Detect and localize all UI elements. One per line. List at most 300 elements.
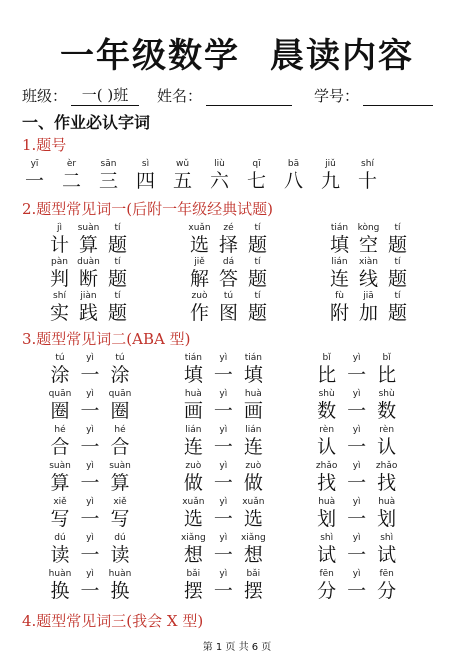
- name-field[interactable]: [206, 105, 292, 106]
- char-cell: [53, 158, 90, 192]
- pinyin: shí: [53, 291, 66, 301]
- pinyin: yì: [352, 497, 361, 507]
- subsection-1-label: 1.题号: [22, 136, 67, 154]
- pinyin: hé: [54, 425, 66, 435]
- hanzi: 摆: [183, 580, 203, 602]
- char-cell: [178, 568, 208, 604]
- hanzi: 连: [183, 436, 203, 458]
- hanzi: 算: [78, 234, 98, 256]
- hanzi: 线: [358, 268, 378, 290]
- word-item: [45, 460, 178, 496]
- hanzi: 一: [80, 508, 100, 530]
- char-cell: [342, 532, 372, 568]
- word-item: [178, 568, 311, 604]
- hanzi: 作: [189, 302, 209, 324]
- word-row: [45, 222, 445, 256]
- char-cell: [238, 568, 268, 604]
- char-cell: [243, 256, 272, 290]
- class-field[interactable]: [71, 84, 139, 106]
- word-item: [312, 352, 445, 388]
- hanzi: 读: [50, 544, 70, 566]
- pinyin: rèn: [379, 425, 395, 435]
- pinyin: yì: [86, 461, 94, 471]
- char-cell: [185, 256, 214, 290]
- hanzi: 题: [387, 268, 407, 290]
- hanzi: 一: [80, 400, 100, 422]
- hanzi: 合: [50, 436, 70, 458]
- pinyin: yì: [352, 533, 361, 543]
- hanzi: 二: [61, 170, 81, 192]
- char-cell: [45, 496, 75, 532]
- pinyin: yì: [219, 569, 228, 579]
- word-item: [312, 496, 445, 532]
- char-cell: [342, 388, 372, 424]
- char-cell: [208, 532, 238, 568]
- pinyin: dá: [222, 257, 235, 267]
- pinyin: qī: [252, 159, 261, 169]
- char-cell: [75, 352, 105, 388]
- pinyin: tián: [330, 223, 349, 233]
- pinyin: quān: [48, 389, 72, 399]
- hanzi: 一: [347, 436, 367, 458]
- hanzi: 划: [317, 508, 337, 530]
- pinyin: duàn: [77, 257, 100, 267]
- char-cell: [105, 352, 135, 388]
- pinyin: zuò: [191, 291, 208, 301]
- char-cell: [178, 460, 208, 496]
- section-heading: 一、作业必认字词: [22, 113, 151, 132]
- word-item: [178, 352, 311, 388]
- hanzi: 附: [329, 302, 349, 324]
- char-cell: [178, 424, 208, 460]
- hanzi: 涂: [110, 364, 130, 386]
- pinyin: lián: [331, 257, 348, 267]
- title-part1: 一年级数学: [60, 36, 240, 76]
- pinyin: tián: [184, 353, 202, 363]
- pinyin: bā: [287, 159, 300, 169]
- word-item: [45, 256, 185, 290]
- word-row: [45, 424, 445, 460]
- hanzi: 判: [49, 268, 69, 290]
- pinyin: shù: [318, 389, 335, 399]
- char-cell: [383, 290, 412, 324]
- char-cell: [45, 568, 75, 604]
- char-cell: [45, 222, 74, 256]
- char-cell: [208, 388, 238, 424]
- hanzi: 做: [243, 472, 263, 494]
- word-item: [45, 568, 178, 604]
- char-cell: [342, 352, 372, 388]
- hanzi: 一: [347, 472, 367, 494]
- pinyin: xiǎng: [240, 533, 266, 543]
- pinyin: xiě: [113, 497, 127, 507]
- hanzi: 合: [110, 436, 130, 458]
- char-cell: [105, 532, 135, 568]
- char-cell: [349, 158, 386, 192]
- pinyin: xuǎn: [242, 497, 265, 507]
- hanzi: 划: [377, 508, 397, 530]
- subsection-2-label: 2.题型常见词一(后附一年级经典试题): [22, 200, 274, 218]
- word-item: [45, 424, 178, 460]
- char-cell: [354, 256, 383, 290]
- hanzi: 实: [49, 302, 69, 324]
- char-cell: [208, 460, 238, 496]
- hanzi: 选: [189, 234, 209, 256]
- pinyin: wǔ: [175, 159, 190, 169]
- pinyin: yì: [219, 497, 228, 507]
- char-cell: [45, 290, 74, 324]
- char-cell: [105, 460, 135, 496]
- hanzi: 圈: [50, 400, 70, 422]
- pinyin: èr: [66, 159, 77, 169]
- pinyin: yì: [352, 425, 361, 435]
- pinyin: yì: [86, 533, 94, 543]
- pinyin: pàn: [51, 257, 68, 267]
- pinyin: yì: [219, 425, 228, 435]
- char-cell: [312, 158, 349, 192]
- char-cell: [103, 290, 132, 324]
- char-cell: [45, 460, 75, 496]
- page-title: [0, 28, 474, 77]
- hanzi: 选: [243, 508, 263, 530]
- hanzi: 填: [243, 364, 263, 386]
- char-cell: [75, 460, 105, 496]
- word-item: [312, 460, 445, 496]
- char-cell: [372, 424, 402, 460]
- word-item: [178, 424, 311, 460]
- pinyin: zuò: [245, 461, 262, 471]
- char-cell: [243, 290, 272, 324]
- hanzi: 一: [213, 580, 233, 602]
- word-item: [178, 460, 311, 496]
- student-info-line: [22, 84, 437, 106]
- char-cell: [214, 256, 243, 290]
- pinyin: yì: [219, 389, 228, 399]
- pinyin: suàn: [49, 461, 71, 471]
- pinyin: bǐ: [322, 353, 331, 363]
- pinyin: shí: [361, 159, 374, 169]
- hanzi: 画: [183, 400, 203, 422]
- hanzi: 填: [329, 234, 349, 256]
- pinyin: jiàn: [80, 291, 97, 301]
- char-cell: [178, 532, 208, 568]
- word-row: [45, 460, 445, 496]
- pinyin: bǐ: [382, 353, 391, 363]
- pinyin: jì: [56, 223, 62, 233]
- pinyin: yì: [219, 461, 228, 471]
- char-cell: [105, 496, 135, 532]
- hanzi: 写: [50, 508, 70, 530]
- pinyin: fù: [335, 291, 344, 301]
- pinyin: tí: [114, 291, 121, 301]
- hanzi: 一: [347, 400, 367, 422]
- pinyin: tí: [114, 223, 121, 233]
- pinyin: hé: [114, 425, 126, 435]
- word-item: [312, 568, 445, 604]
- word-row: [45, 532, 445, 568]
- word-item: [312, 388, 445, 424]
- word-item: [178, 388, 311, 424]
- char-cell: [45, 352, 75, 388]
- hanzi: 八: [283, 170, 303, 192]
- pinyin: yì: [86, 353, 94, 363]
- hanzi: 换: [50, 580, 70, 602]
- pinyin: xuǎn: [188, 223, 211, 233]
- char-cell: [127, 158, 164, 192]
- word-row: [45, 256, 445, 290]
- pinyin: sān: [100, 159, 117, 169]
- pinyin: quān: [108, 389, 132, 399]
- hanzi: 题: [247, 234, 267, 256]
- hanzi: 一: [347, 580, 367, 602]
- hanzi: 一: [213, 544, 233, 566]
- char-cell: [75, 388, 105, 424]
- char-cell: [243, 222, 272, 256]
- hanzi: 涂: [50, 364, 70, 386]
- pinyin: lián: [245, 425, 262, 435]
- word-item: [45, 290, 185, 324]
- id-field[interactable]: [363, 105, 433, 106]
- pinyin: xiě: [53, 497, 67, 507]
- hanzi: 摆: [243, 580, 263, 602]
- pinyin: liù: [214, 159, 225, 169]
- char-cell: [178, 352, 208, 388]
- char-cell: [103, 222, 132, 256]
- char-cell: [275, 158, 312, 192]
- subsection-4-label: 4.题型常见词三(我会 X 型): [22, 612, 204, 630]
- hanzi: 答: [218, 268, 238, 290]
- char-cell: [74, 256, 103, 290]
- word-item: [45, 496, 178, 532]
- char-cell: [342, 568, 372, 604]
- title-part2: 晨读内容: [270, 36, 414, 76]
- char-cell: [45, 256, 74, 290]
- pinyin: yì: [219, 353, 228, 363]
- hanzi: 比: [377, 364, 397, 386]
- char-cell: [372, 352, 402, 388]
- hanzi: 一: [80, 364, 100, 386]
- hanzi: 一: [80, 544, 100, 566]
- pinyin: shì: [380, 533, 394, 543]
- pinyin: lián: [185, 425, 202, 435]
- pinyin: yì: [86, 569, 94, 579]
- hanzi: 试: [377, 544, 397, 566]
- pinyin: rèn: [319, 425, 335, 435]
- class-value: 一( )班: [81, 86, 129, 104]
- char-cell: [238, 158, 275, 192]
- char-cell: [325, 222, 354, 256]
- page-footer: 第 1 页 共 6 页: [202, 642, 272, 653]
- hanzi: 连: [243, 436, 263, 458]
- pinyin: fēn: [379, 569, 394, 579]
- hanzi: 六: [209, 170, 229, 192]
- char-cell: [312, 532, 342, 568]
- pinyin: jiā: [363, 291, 374, 301]
- char-cell: [312, 388, 342, 424]
- pinyin: yì: [352, 461, 361, 471]
- hanzi: 计: [49, 234, 69, 256]
- char-cell: [105, 568, 135, 604]
- char-cell: [372, 568, 402, 604]
- pinyin: huà: [244, 389, 262, 399]
- char-cell: [105, 424, 135, 460]
- hanzi: 连: [329, 268, 349, 290]
- char-cell: [312, 352, 342, 388]
- word-row: [45, 568, 445, 604]
- word-grid-3: [45, 352, 445, 604]
- char-cell: [238, 496, 268, 532]
- pinyin: tú: [115, 353, 125, 363]
- pinyin: tí: [254, 223, 261, 233]
- char-cell: [75, 496, 105, 532]
- pinyin: suàn: [77, 223, 100, 233]
- hanzi: 算: [50, 472, 70, 494]
- hanzi: 践: [78, 302, 98, 324]
- word-item: [312, 424, 445, 460]
- hanzi: 十: [357, 170, 377, 192]
- hanzi: 写: [110, 508, 130, 530]
- char-cell: [45, 532, 75, 568]
- hanzi: 七: [246, 170, 266, 192]
- pinyin: bǎi: [246, 569, 261, 579]
- word-grid-2: [45, 222, 445, 324]
- hanzi: 一: [80, 580, 100, 602]
- number-row: [16, 158, 386, 192]
- char-cell: [178, 496, 208, 532]
- hanzi: 圈: [110, 400, 130, 422]
- word-item: [178, 532, 311, 568]
- char-cell: [372, 388, 402, 424]
- hanzi: 题: [247, 302, 267, 324]
- hanzi: 九: [320, 170, 340, 192]
- char-cell: [208, 568, 238, 604]
- pinyin: tú: [223, 291, 234, 301]
- char-cell: [75, 424, 105, 460]
- word-item: [45, 352, 178, 388]
- char-cell: [208, 496, 238, 532]
- hanzi: 想: [243, 544, 263, 566]
- word-row: [45, 496, 445, 532]
- name-label: 姓名：: [157, 87, 203, 105]
- pinyin: tí: [394, 257, 401, 267]
- word-item: [325, 256, 445, 290]
- hanzi: 一: [80, 436, 100, 458]
- char-cell: [164, 158, 201, 192]
- pinyin: suàn: [109, 461, 131, 471]
- word-item: [325, 290, 445, 324]
- pinyin: yì: [352, 389, 361, 399]
- pinyin: jiě: [194, 257, 205, 267]
- pinyin: tí: [254, 257, 261, 267]
- pinyin: yì: [86, 389, 94, 399]
- pinyin: zhǎo: [375, 461, 398, 471]
- pinyin: zé: [223, 223, 234, 233]
- char-cell: [74, 290, 103, 324]
- pinyin: tí: [394, 291, 401, 301]
- char-cell: [178, 388, 208, 424]
- pinyin: bǎi: [186, 569, 201, 579]
- subsection-3-label: 3.题型常见词二(ABA 型): [22, 330, 191, 348]
- char-cell: [238, 532, 268, 568]
- hanzi: 认: [317, 436, 337, 458]
- pinyin: zuò: [185, 461, 202, 471]
- pinyin: yì: [352, 569, 361, 579]
- pinyin: huàn: [48, 569, 72, 579]
- char-cell: [75, 568, 105, 604]
- word-item: [45, 388, 178, 424]
- pinyin: huà: [184, 389, 202, 399]
- pinyin: huà: [318, 497, 336, 507]
- pinyin: dú: [54, 533, 66, 543]
- hanzi: 算: [110, 472, 130, 494]
- char-cell: [185, 290, 214, 324]
- char-cell: [325, 256, 354, 290]
- word-item: [185, 290, 325, 324]
- word-item: [45, 222, 185, 256]
- char-cell: [372, 532, 402, 568]
- char-cell: [383, 222, 412, 256]
- hanzi: 三: [98, 170, 118, 192]
- class-label: 班级：: [22, 87, 68, 105]
- word-item: [185, 222, 325, 256]
- hanzi: 数: [377, 400, 397, 422]
- char-cell: [325, 290, 354, 324]
- hanzi: 一: [213, 400, 233, 422]
- hanzi: 分: [377, 580, 397, 602]
- pinyin: xiàn: [358, 257, 379, 267]
- hanzi: 找: [317, 472, 337, 494]
- pinyin: yì: [352, 353, 361, 363]
- pinyin: yì: [86, 425, 94, 435]
- char-cell: [45, 388, 75, 424]
- word-item: [178, 496, 311, 532]
- hanzi: 断: [78, 268, 98, 290]
- hanzi: 解: [189, 268, 209, 290]
- hanzi: 一: [347, 508, 367, 530]
- pinyin: yì: [219, 533, 228, 543]
- hanzi: 题: [107, 234, 127, 256]
- hanzi: 换: [110, 580, 130, 602]
- char-cell: [238, 460, 268, 496]
- pinyin: tián: [244, 353, 262, 363]
- char-cell: [383, 256, 412, 290]
- hanzi: 做: [183, 472, 203, 494]
- hanzi: 填: [183, 364, 203, 386]
- pinyin: yī: [30, 159, 39, 169]
- char-cell: [185, 222, 214, 256]
- hanzi: 题: [247, 268, 267, 290]
- hanzi: 一: [213, 436, 233, 458]
- word-row: [45, 388, 445, 424]
- char-cell: [238, 424, 268, 460]
- hanzi: 分: [317, 580, 337, 602]
- hanzi: 试: [317, 544, 337, 566]
- hanzi: 想: [183, 544, 203, 566]
- hanzi: 空: [358, 234, 378, 256]
- char-cell: [312, 460, 342, 496]
- hanzi: 一: [213, 364, 233, 386]
- char-cell: [103, 256, 132, 290]
- word-item: [325, 222, 445, 256]
- hanzi: 认: [377, 436, 397, 458]
- char-cell: [208, 352, 238, 388]
- hanzi: 一: [213, 472, 233, 494]
- word-item: [185, 256, 325, 290]
- word-row: [45, 352, 445, 388]
- hanzi: 一: [213, 508, 233, 530]
- hanzi: 一: [347, 364, 367, 386]
- hanzi: 五: [172, 170, 192, 192]
